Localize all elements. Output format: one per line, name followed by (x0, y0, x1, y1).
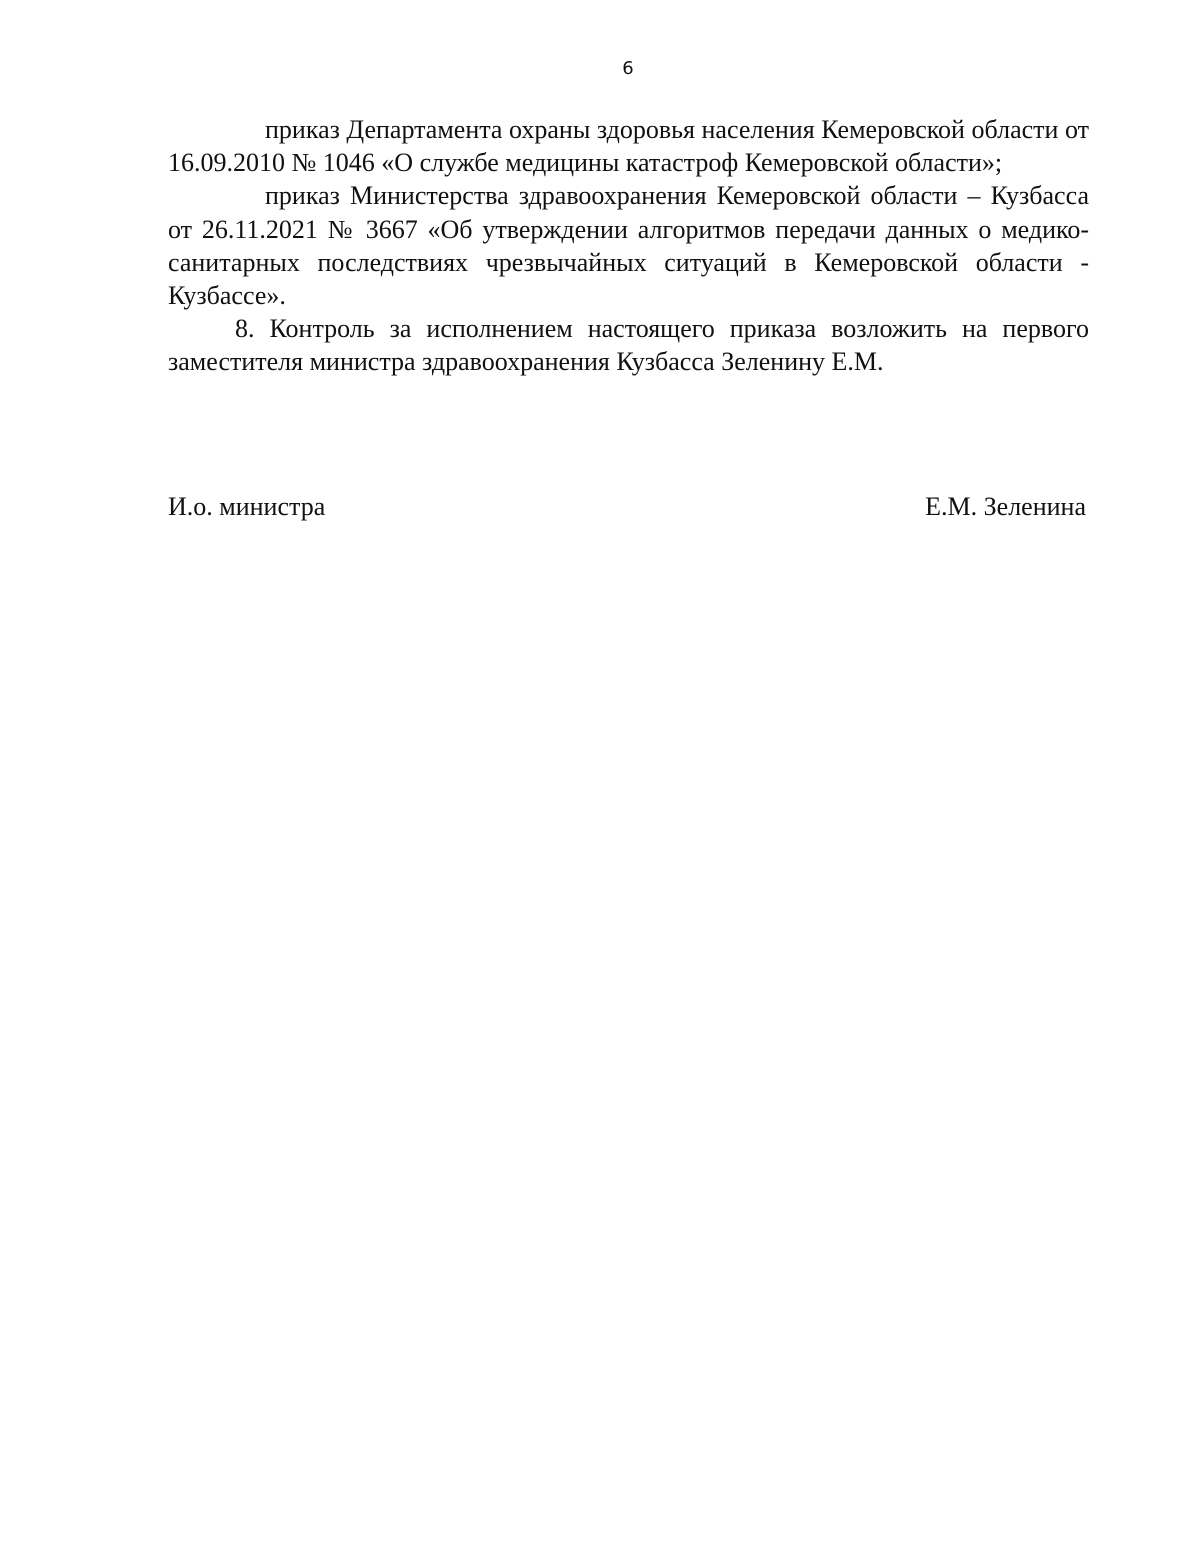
paragraph-item-8-control: 8. Контроль за исполнением настоящего приказа возложить на первого заместителя министра здравоохранения Кузбасса Зеленину Е.М. (168, 314, 1089, 377)
signatory-name: Е.М. Зеленина (925, 492, 1086, 521)
paragraph-order-department: приказ Департамента охраны здоровья населения Кемеровской области от 16.09.2010 № 1046 «О службе медицины катастроф Кемеровской области»; (168, 115, 1089, 178)
signature-block (168, 490, 1086, 523)
signatory-position: И.о. министра (168, 492, 326, 521)
paragraph-order-ministry: приказ Министерства здравоохранения Кемеровской области – Кузбасса от 26.11.2021 № 3667 «Об утверждении алгоритмов передачи данных о медико-санитарных последствиях чрезвычайных ситуаций в Кемеровской области - Кузбассе». (168, 181, 1089, 311)
page-number: 6 (622, 58, 634, 79)
document-body (168, 113, 1089, 379)
